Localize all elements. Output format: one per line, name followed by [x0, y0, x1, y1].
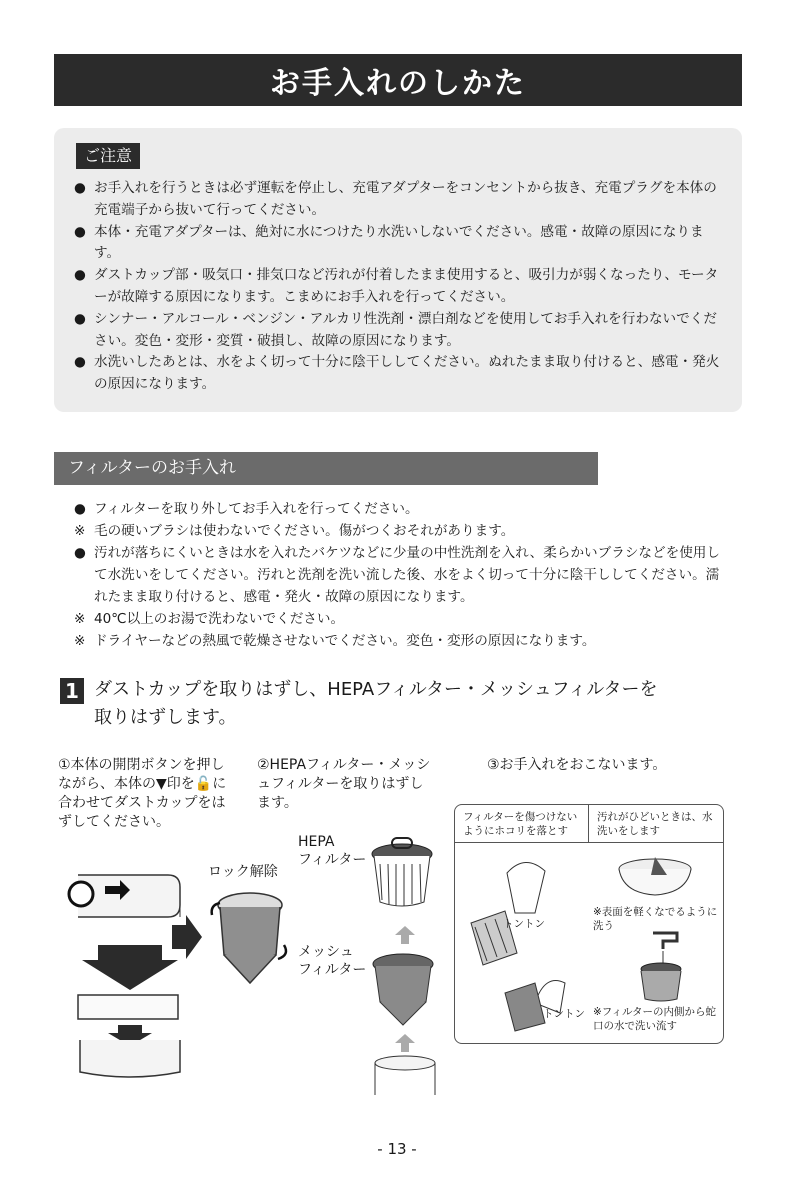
tonton-label: トントン	[543, 1008, 585, 1020]
list-item: ● フィルターを取り外してお手入れを行ってください。	[74, 501, 419, 517]
caution-item: ● 水洗いしたあとは、水をよく切って十分に陰干ししてください。ぬれたまま取り付けると、感電・発火の原因になります。	[74, 354, 720, 393]
caution-item: ● お手入れを行うときは必ず運転を停止し、充電アダプターをコンセントから抜き、充電プラグを本体の充電端子から抜いて行ってください。	[74, 180, 717, 218]
list-item: ※ 毛の硬いブラシは使わないでください。傷がつくおそれがあります。	[74, 523, 515, 539]
step-number: 1	[60, 678, 84, 704]
substep-2: ②HEPAフィルター・メッシュフィルターを取りはずします。	[257, 757, 431, 811]
filter-instructions	[74, 498, 726, 652]
list-item: ※ ドライヤーなどの熱風で乾燥させないでください。変色・変形の原因になります。	[74, 633, 596, 649]
arrow-up-icon	[395, 1034, 415, 1052]
substep-3: ③お手入れをおこないます。	[487, 757, 667, 773]
caution-label: ご注意	[76, 143, 140, 169]
arrow-right-icon	[172, 915, 202, 959]
caution-item: ● 本体・充電アダプターは、絶対に水につけたり水洗いしないでください。感電・故障の原因になります。	[74, 223, 704, 262]
hepa-label: HEPA フィルター	[298, 834, 367, 868]
panel-head-right: 汚れがひどいときは、水洗いをします	[589, 805, 723, 843]
tonton-label: トントン	[503, 918, 545, 930]
bullet-icon: ●	[74, 180, 86, 196]
caution-list	[74, 178, 726, 396]
bullet-icon: ●	[74, 354, 86, 371]
vacuum-removal-illustration	[58, 860, 218, 1080]
list-item: ※ 40℃以上のお湯で洗わないでください。	[74, 611, 345, 627]
dust-cup-illustration	[210, 885, 290, 985]
mesh-label: メッシュ フィルター	[298, 944, 367, 978]
step-heading: ダストカップを取りはずし、HEPAフィルター・メッシュフィルターを 取りはずします。	[94, 679, 658, 728]
substep-1: ①本体の開閉ボタンを押しながら、本体の▼印を🔓に合わせてダストカップをはずしてください。	[58, 757, 227, 830]
caution-item: ● ダストカップ部・吸気口・排気口など汚れが付着したまま使用すると、吸引力が弱くなったり、モーターが故障する原因になります。こまめにお手入れを行ってください。	[74, 267, 719, 305]
arrow-up-icon	[395, 926, 415, 944]
bullet-icon: ●	[74, 223, 86, 240]
page-title: お手入れのしかた	[54, 54, 742, 106]
care-panel	[454, 804, 724, 1044]
faucet-rinse-illustration	[633, 931, 693, 1003]
note-rinse-inside: ※フィルターの内側から蛇口の水で洗い流す	[593, 1006, 717, 1032]
panel-head-left: フィルターを傷つけないようにホコリを落とす	[455, 805, 589, 843]
bullet-icon: ●	[74, 267, 86, 284]
section-heading: フィルターのお手入れ	[54, 452, 598, 485]
list-item: ● 汚れが落ちにくいときは水を入れたバケツなどに少量の中性洗剤を入れ、柔らかいブラシなどを使用して水洗いをしてください。汚れと洗剤を洗い流した後、水をよく切って十分に陰干ししてください。濡れたまま取り付けると、感電・発火・故障の原因になります。	[74, 545, 720, 605]
page-number: - 13 -	[377, 1140, 417, 1158]
hepa-filter-illustration	[370, 838, 435, 918]
dust-cup-body-illustration	[372, 1055, 438, 1095]
bullet-icon: ●	[74, 310, 86, 327]
note-wash-surface: ※表面を軽くなでるように洗う	[593, 906, 718, 932]
mesh-filter-illustration	[372, 950, 434, 1025]
caution-item: ● シンナー・アルコール・ベンジン・アルカリ性洗剤・漂白剤などを使用してお手入れを行わないでください。変色・変形・変質・破損し、故障の原因になります。	[74, 310, 717, 349]
washing-bowl-illustration	[615, 849, 695, 899]
unlock-label: ロック解除	[208, 864, 278, 880]
tapping-filter-illustration	[465, 853, 575, 1033]
caution-box	[54, 128, 742, 412]
